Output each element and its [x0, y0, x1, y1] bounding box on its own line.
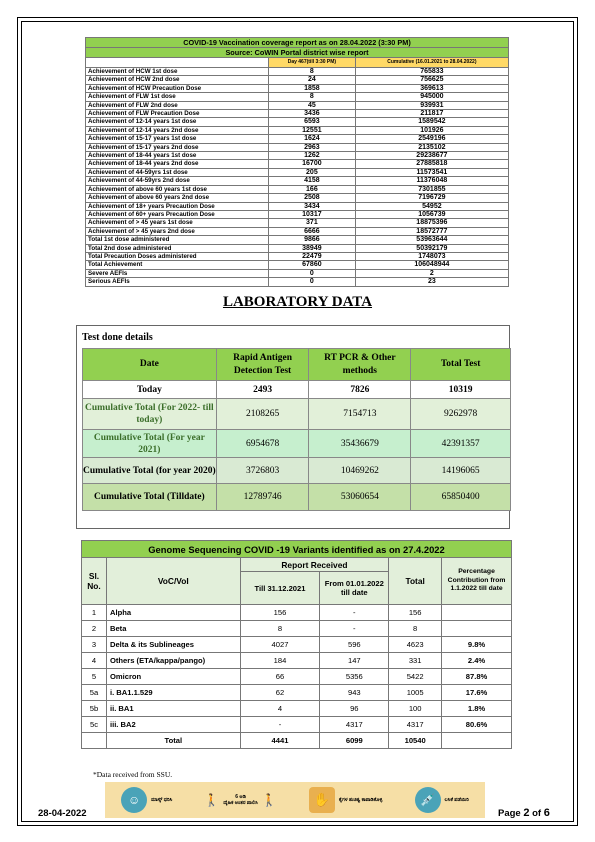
vaccination-row-day: 38949: [269, 244, 356, 252]
laboratory-test-table: [82, 348, 511, 511]
vaccination-row-label: Total 2nd dose administered: [86, 244, 269, 252]
lab-row-rat: 3726803: [216, 458, 309, 484]
banner-handwash-segment: [309, 787, 383, 813]
vaccination-row-label: Achievement of HCW Precaution Dose: [86, 84, 269, 92]
genome-row-pct: 2.4%: [442, 653, 512, 669]
genome-col-till-2021: Till 31.12.2021: [240, 572, 320, 605]
genome-row-total: 8: [389, 621, 442, 637]
vaccination-row-day: 6593: [269, 118, 356, 126]
genome-row-pct: 9.8%: [442, 637, 512, 653]
vaccination-row: [86, 110, 509, 118]
genome-row-total: 331: [389, 653, 442, 669]
genome-row-name: iii. BA2: [106, 717, 240, 733]
lab-row-rat: 2493: [216, 381, 309, 399]
genome-row-pct: 17.6%: [442, 685, 512, 701]
genome-row-till: 66: [240, 669, 320, 685]
vaccination-row-day: 8: [269, 68, 356, 76]
vaccination-row-day: 67860: [269, 261, 356, 269]
vaccination-row-day: 371: [269, 219, 356, 227]
vaccination-row-cumulative: 11573541: [355, 168, 508, 176]
vaccination-row-cumulative: 369613: [355, 84, 508, 92]
vaccination-row-label: Achievement of 15-17 years 2nd dose: [86, 143, 269, 151]
vaccination-row-label: Achievement of HCW 2nd dose: [86, 76, 269, 84]
genome-row-from: 596: [320, 637, 389, 653]
genome-total-till: 4441: [240, 733, 320, 749]
genome-total-total: 10540: [389, 733, 442, 749]
genome-row-from: 147: [320, 653, 389, 669]
vaccination-row-cumulative: 11376048: [355, 177, 508, 185]
vaccination-row: [86, 143, 509, 151]
genome-row-pct: [442, 605, 512, 621]
genome-row-from: -: [320, 605, 389, 621]
vaccination-row-cumulative: 29238677: [355, 152, 508, 160]
genome-total-row: [82, 733, 512, 749]
vaccination-row-cumulative: 54952: [355, 202, 508, 210]
vaccination-row-day: 4158: [269, 177, 356, 185]
vaccination-row-label: Achievement of FLW 1st dose: [86, 93, 269, 101]
genome-row-pct: 80.6%: [442, 717, 512, 733]
genome-col-sl: Sl. No.: [82, 558, 107, 605]
genome-row-till: 4027: [240, 637, 320, 653]
genome-row-sl: 4: [82, 653, 107, 669]
vaccination-row-label: Total 1st dose administered: [86, 236, 269, 244]
vaccination-row-label: Achievement of > 45 years 1st dose: [86, 219, 269, 227]
genome-row-sl: 5c: [82, 717, 107, 733]
vaccination-row-cumulative: 7301855: [355, 185, 508, 193]
lab-row-date: Cumulative Total (Tilldate): [83, 484, 217, 511]
vaccination-row-day: 10317: [269, 210, 356, 218]
vaccination-row-day: 205: [269, 168, 356, 176]
genome-total-label: Total: [106, 733, 240, 749]
vaccination-row-cumulative: 101926: [355, 126, 508, 134]
vaccination-row-label: Achievement of > 45 years 2nd dose: [86, 227, 269, 235]
genome-row-pct: 87.8%: [442, 669, 512, 685]
handwash-icon: ✋: [309, 787, 335, 813]
vaccination-row-cumulative: 1056739: [355, 210, 508, 218]
vaccination-row-day: 8: [269, 93, 356, 101]
genome-row-name: Alpha: [106, 605, 240, 621]
vaccination-row: [86, 185, 509, 193]
genome-row-sl: 2: [82, 621, 107, 637]
page-of: of: [532, 808, 542, 819]
vaccination-source: Source: CoWIN Portal district wise report: [86, 48, 509, 58]
vaccination-row-day: 166: [269, 185, 356, 193]
genome-row-sl: 5a: [82, 685, 107, 701]
page-prefix: Page: [498, 808, 521, 819]
genome-row-sl: 1: [82, 605, 107, 621]
genome-col-percentage: Percentage Contribution from 1.1.2022 till date: [442, 558, 512, 605]
genome-row-name: Others (ETA/kappa/pango): [106, 653, 240, 669]
vaccination-row-label: Achievement of FLW 2nd dose: [86, 101, 269, 109]
lab-col-rat: Rapid Antigen Detection Test: [216, 349, 309, 381]
lab-row: [83, 484, 511, 511]
vaccination-row-cumulative: 939931: [355, 101, 508, 109]
vaccination-row-label: Total Achievement: [86, 261, 269, 269]
vaccination-row-cumulative: 2: [355, 269, 508, 277]
lab-row: [83, 399, 511, 430]
genome-row-till: 62: [240, 685, 320, 701]
vaccination-row-day: 3436: [269, 110, 356, 118]
vaccination-row-day: 1262: [269, 152, 356, 160]
vaccination-row: [86, 135, 509, 143]
mask-icon: ☺: [121, 787, 147, 813]
vaccination-row-cumulative: 50392179: [355, 244, 508, 252]
genome-row-total: 5422: [389, 669, 442, 685]
vaccination-row-label: Achievement of 60+ years Precaution Dose: [86, 210, 269, 218]
genome-title: Genome Sequencing COVID -19 Variants identified as on 27.4.2022: [82, 541, 512, 558]
lab-row-rtpcr: 7154713: [309, 399, 411, 430]
genome-total-blank: [82, 733, 107, 749]
lab-row-rat: 6954678: [216, 430, 309, 458]
vaccination-row-day: 0: [269, 278, 356, 286]
genome-sequencing-table: [81, 540, 512, 749]
genome-row-pct: 1.8%: [442, 701, 512, 717]
vaccination-row-day: 12551: [269, 126, 356, 134]
genome-row-name: i. BA1.1.529: [106, 685, 240, 701]
vaccination-row-label: Achievement of 18-44 years 1st dose: [86, 152, 269, 160]
vaccination-coverage-table: [85, 37, 509, 287]
genome-row-till: 156: [240, 605, 320, 621]
vaccination-row-day: 1624: [269, 135, 356, 143]
lab-row-total: 42391357: [411, 430, 511, 458]
genome-col-total: Total: [389, 558, 442, 605]
vaccination-row: [86, 68, 509, 76]
vaccination-row-day: 45: [269, 101, 356, 109]
lab-row-total: 65850400: [411, 484, 511, 511]
vaccine-icon: 💉: [415, 787, 441, 813]
genome-row-till: 8: [240, 621, 320, 637]
vaccination-row: [86, 278, 509, 286]
lab-row-date: Today: [83, 381, 217, 399]
lab-row-date: Cumulative Total (For year 2021): [83, 430, 217, 458]
vaccination-row-cumulative: 211817: [355, 110, 508, 118]
vaccination-row-label: Achievement of HCW 1st dose: [86, 68, 269, 76]
vaccination-row: [86, 244, 509, 252]
vaccination-row-day: 2963: [269, 143, 356, 151]
genome-row-from: 943: [320, 685, 389, 701]
lab-col-total: Total Test: [411, 349, 511, 381]
vaccination-row: [86, 152, 509, 160]
banner-distance-text-block: [223, 794, 257, 807]
banner-mask-text: ಮಾಸ್ಕ್ ಧರಿಸಿ: [151, 796, 173, 803]
genome-row-name: Omicron: [106, 669, 240, 685]
banner-vaccine-text: ಲಸಿಕೆ ಪಡೆಯಿರಿ: [444, 796, 469, 803]
banner-handwash-text: ಕೈಗಳ ಶುಚಿತ್ವ ಕಾಪಾಡಿಕೊಳ್ಳಿ: [338, 796, 383, 803]
genome-row-name: ii. BA1: [106, 701, 240, 717]
genome-row-total: 4317: [389, 717, 442, 733]
lab-row: [83, 381, 511, 399]
genome-row-from: -: [320, 621, 389, 637]
genome-total-from: 6099: [320, 733, 389, 749]
vaccination-row-day: 2508: [269, 194, 356, 202]
genome-row: [82, 621, 512, 637]
genome-row-from: 5356: [320, 669, 389, 685]
vaccination-row-day: 16700: [269, 160, 356, 168]
banner-distance-text: ದೈಹಿಕ ಅಂತರ ಪಾಲಿಸಿ: [223, 800, 258, 806]
genome-row-sl: 5b: [82, 701, 107, 717]
vaccination-row-cumulative: 1748073: [355, 252, 508, 260]
vaccination-row-cumulative: 53963644: [355, 236, 508, 244]
genome-row: [82, 669, 512, 685]
vaccination-row: [86, 160, 509, 168]
vaccination-row: [86, 269, 509, 277]
genome-row: [82, 653, 512, 669]
vaccination-row: [86, 261, 509, 269]
vaccination-row-label: Total Precaution Doses administered: [86, 252, 269, 260]
lab-row-rat: 2108265: [216, 399, 309, 430]
vaccination-row-label: Achievement of 44-59yrs 1st dose: [86, 168, 269, 176]
lab-row-rtpcr: 53060654: [309, 484, 411, 511]
lab-row-date: Cumulative Total (For 2022- till today): [83, 399, 217, 430]
vaccination-row: [86, 76, 509, 84]
vaccination-row-label: Achievement of 44-59yrs 2nd dose: [86, 177, 269, 185]
vaccination-row-cumulative: 23: [355, 278, 508, 286]
vaccination-row-day: 1858: [269, 84, 356, 92]
genome-row-pct: [442, 621, 512, 637]
vaccination-row: [86, 202, 509, 210]
genome-row-sl: 5: [82, 669, 107, 685]
lab-row-total: 14196065: [411, 458, 511, 484]
genome-row-total: 1005: [389, 685, 442, 701]
vaccination-row-label: Achievement of above 60 years 2nd dose: [86, 194, 269, 202]
lab-row-total: 9262978: [411, 399, 511, 430]
vaccination-row-cumulative: 1589542: [355, 118, 508, 126]
vaccination-row: [86, 126, 509, 134]
vaccination-row-label: Achievement of 15-17 years 1st dose: [86, 135, 269, 143]
vaccination-row-cumulative: 756625: [355, 76, 508, 84]
genome-col-report-received: Report Received: [240, 558, 389, 572]
vaccination-row: [86, 168, 509, 176]
lab-row-date: Cumulative Total (for year 2020): [83, 458, 217, 484]
vaccination-title: COVID-19 Vaccination coverage report as on 28.04.2022 (3:30 PM): [86, 38, 509, 48]
genome-row-name: Delta & its Sublineages: [106, 637, 240, 653]
vaccination-row-label: Achievement of 18+ years Precaution Dose: [86, 202, 269, 210]
vaccination-row-cumulative: 18875396: [355, 219, 508, 227]
genome-row-from: 96: [320, 701, 389, 717]
vaccination-row: [86, 177, 509, 185]
vaccination-row-label: Serious AEFIs: [86, 278, 269, 286]
vaccination-row-label: Achievement of FLW Precaution Dose: [86, 110, 269, 118]
vaccination-row-cumulative: 7196729: [355, 194, 508, 202]
vaccination-row-cumulative: 18572777: [355, 227, 508, 235]
genome-row-sl: 3: [82, 637, 107, 653]
vaccination-row-label: Severe AEFIs: [86, 269, 269, 277]
person-icon: 🚶: [261, 792, 277, 807]
vaccination-row-day: 22479: [269, 252, 356, 260]
lab-row: [83, 458, 511, 484]
lab-row-rtpcr: 7826: [309, 381, 411, 399]
genome-row: [82, 605, 512, 621]
lab-row-rat: 12789746: [216, 484, 309, 511]
genome-row-till: -: [240, 717, 320, 733]
vaccination-row: [86, 210, 509, 218]
vaccination-row-cumulative: 2549196: [355, 135, 508, 143]
vaccination-row-cumulative: 27885818: [355, 160, 508, 168]
vaccination-row-day: 6666: [269, 227, 356, 235]
vaccination-row-label: Achievement of 12-14 years 1st dose: [86, 118, 269, 126]
vaccination-row-day: 24: [269, 76, 356, 84]
vaccination-row-label: Achievement of 18-44 years 2nd dose: [86, 160, 269, 168]
page-current: 2: [523, 807, 530, 819]
footnote: *Data received from SSU.: [93, 770, 173, 779]
lab-row-rtpcr: 10469262: [309, 458, 411, 484]
banner-distance-top: 6 ಅಡಿ: [235, 793, 246, 800]
vaccination-row-day: 0: [269, 269, 356, 277]
page-total: 6: [543, 807, 550, 819]
genome-row-total: 4623: [389, 637, 442, 653]
vaccination-row: [86, 219, 509, 227]
genome-row: [82, 637, 512, 653]
vaccination-row-label: Achievement of above 60 years 1st dose: [86, 185, 269, 193]
covid-appropriate-behaviour-banner: [105, 782, 485, 818]
genome-row: [82, 701, 512, 717]
vaccination-row: [86, 118, 509, 126]
vaccination-row: [86, 252, 509, 260]
vaccination-row: [86, 101, 509, 109]
lab-col-date: Date: [83, 349, 217, 381]
test-done-details-label: Test done details: [82, 332, 153, 343]
lab-row-rtpcr: 35436679: [309, 430, 411, 458]
genome-row: [82, 685, 512, 701]
genome-row-till: 4: [240, 701, 320, 717]
vaccination-row-day: 9866: [269, 236, 356, 244]
genome-row-till: 184: [240, 653, 320, 669]
laboratory-data-title: LABORATORY DATA: [222, 294, 373, 310]
vaccination-row: [86, 93, 509, 101]
vaccination-row: [86, 236, 509, 244]
genome-col-voc: VoC/VoI: [106, 558, 240, 605]
banner-distance-segment: [204, 794, 276, 807]
vaccination-header-blank: [86, 58, 269, 68]
genome-row-from: 4317: [320, 717, 389, 733]
lab-row: [83, 430, 511, 458]
vaccination-row-cumulative: 765833: [355, 68, 508, 76]
vaccination-col-day: Day 467(till 3:30 PM): [269, 58, 356, 68]
vaccination-row: [86, 84, 509, 92]
lab-col-rtpcr: RT PCR & Other methods: [309, 349, 411, 381]
vaccination-row-label: Achievement of 12-14 years 2nd dose: [86, 126, 269, 134]
genome-row-total: 156: [389, 605, 442, 621]
genome-row-total: 100: [389, 701, 442, 717]
page-number: [498, 807, 550, 819]
vaccination-row-cumulative: 945000: [355, 93, 508, 101]
report-date: 28-04-2022: [38, 808, 87, 819]
genome-col-from-2022: From 01.01.2022 till date: [320, 572, 389, 605]
genome-row-name: Beta: [106, 621, 240, 637]
vaccination-row-cumulative: 106048944: [355, 261, 508, 269]
vaccination-row-day: 3434: [269, 202, 356, 210]
person-icon: 🚶: [204, 792, 220, 807]
vaccination-row-cumulative: 2135102: [355, 143, 508, 151]
vaccination-row: [86, 227, 509, 235]
vaccination-row: [86, 194, 509, 202]
banner-vaccine-segment: [415, 787, 469, 813]
vaccination-col-cumulative: Cumulative (16.01.2021 to 28.04.2022): [355, 58, 508, 68]
genome-total-pct-blank: [442, 733, 512, 749]
lab-row-total: 10319: [411, 381, 511, 399]
banner-mask-segment: [121, 787, 172, 813]
genome-row: [82, 717, 512, 733]
